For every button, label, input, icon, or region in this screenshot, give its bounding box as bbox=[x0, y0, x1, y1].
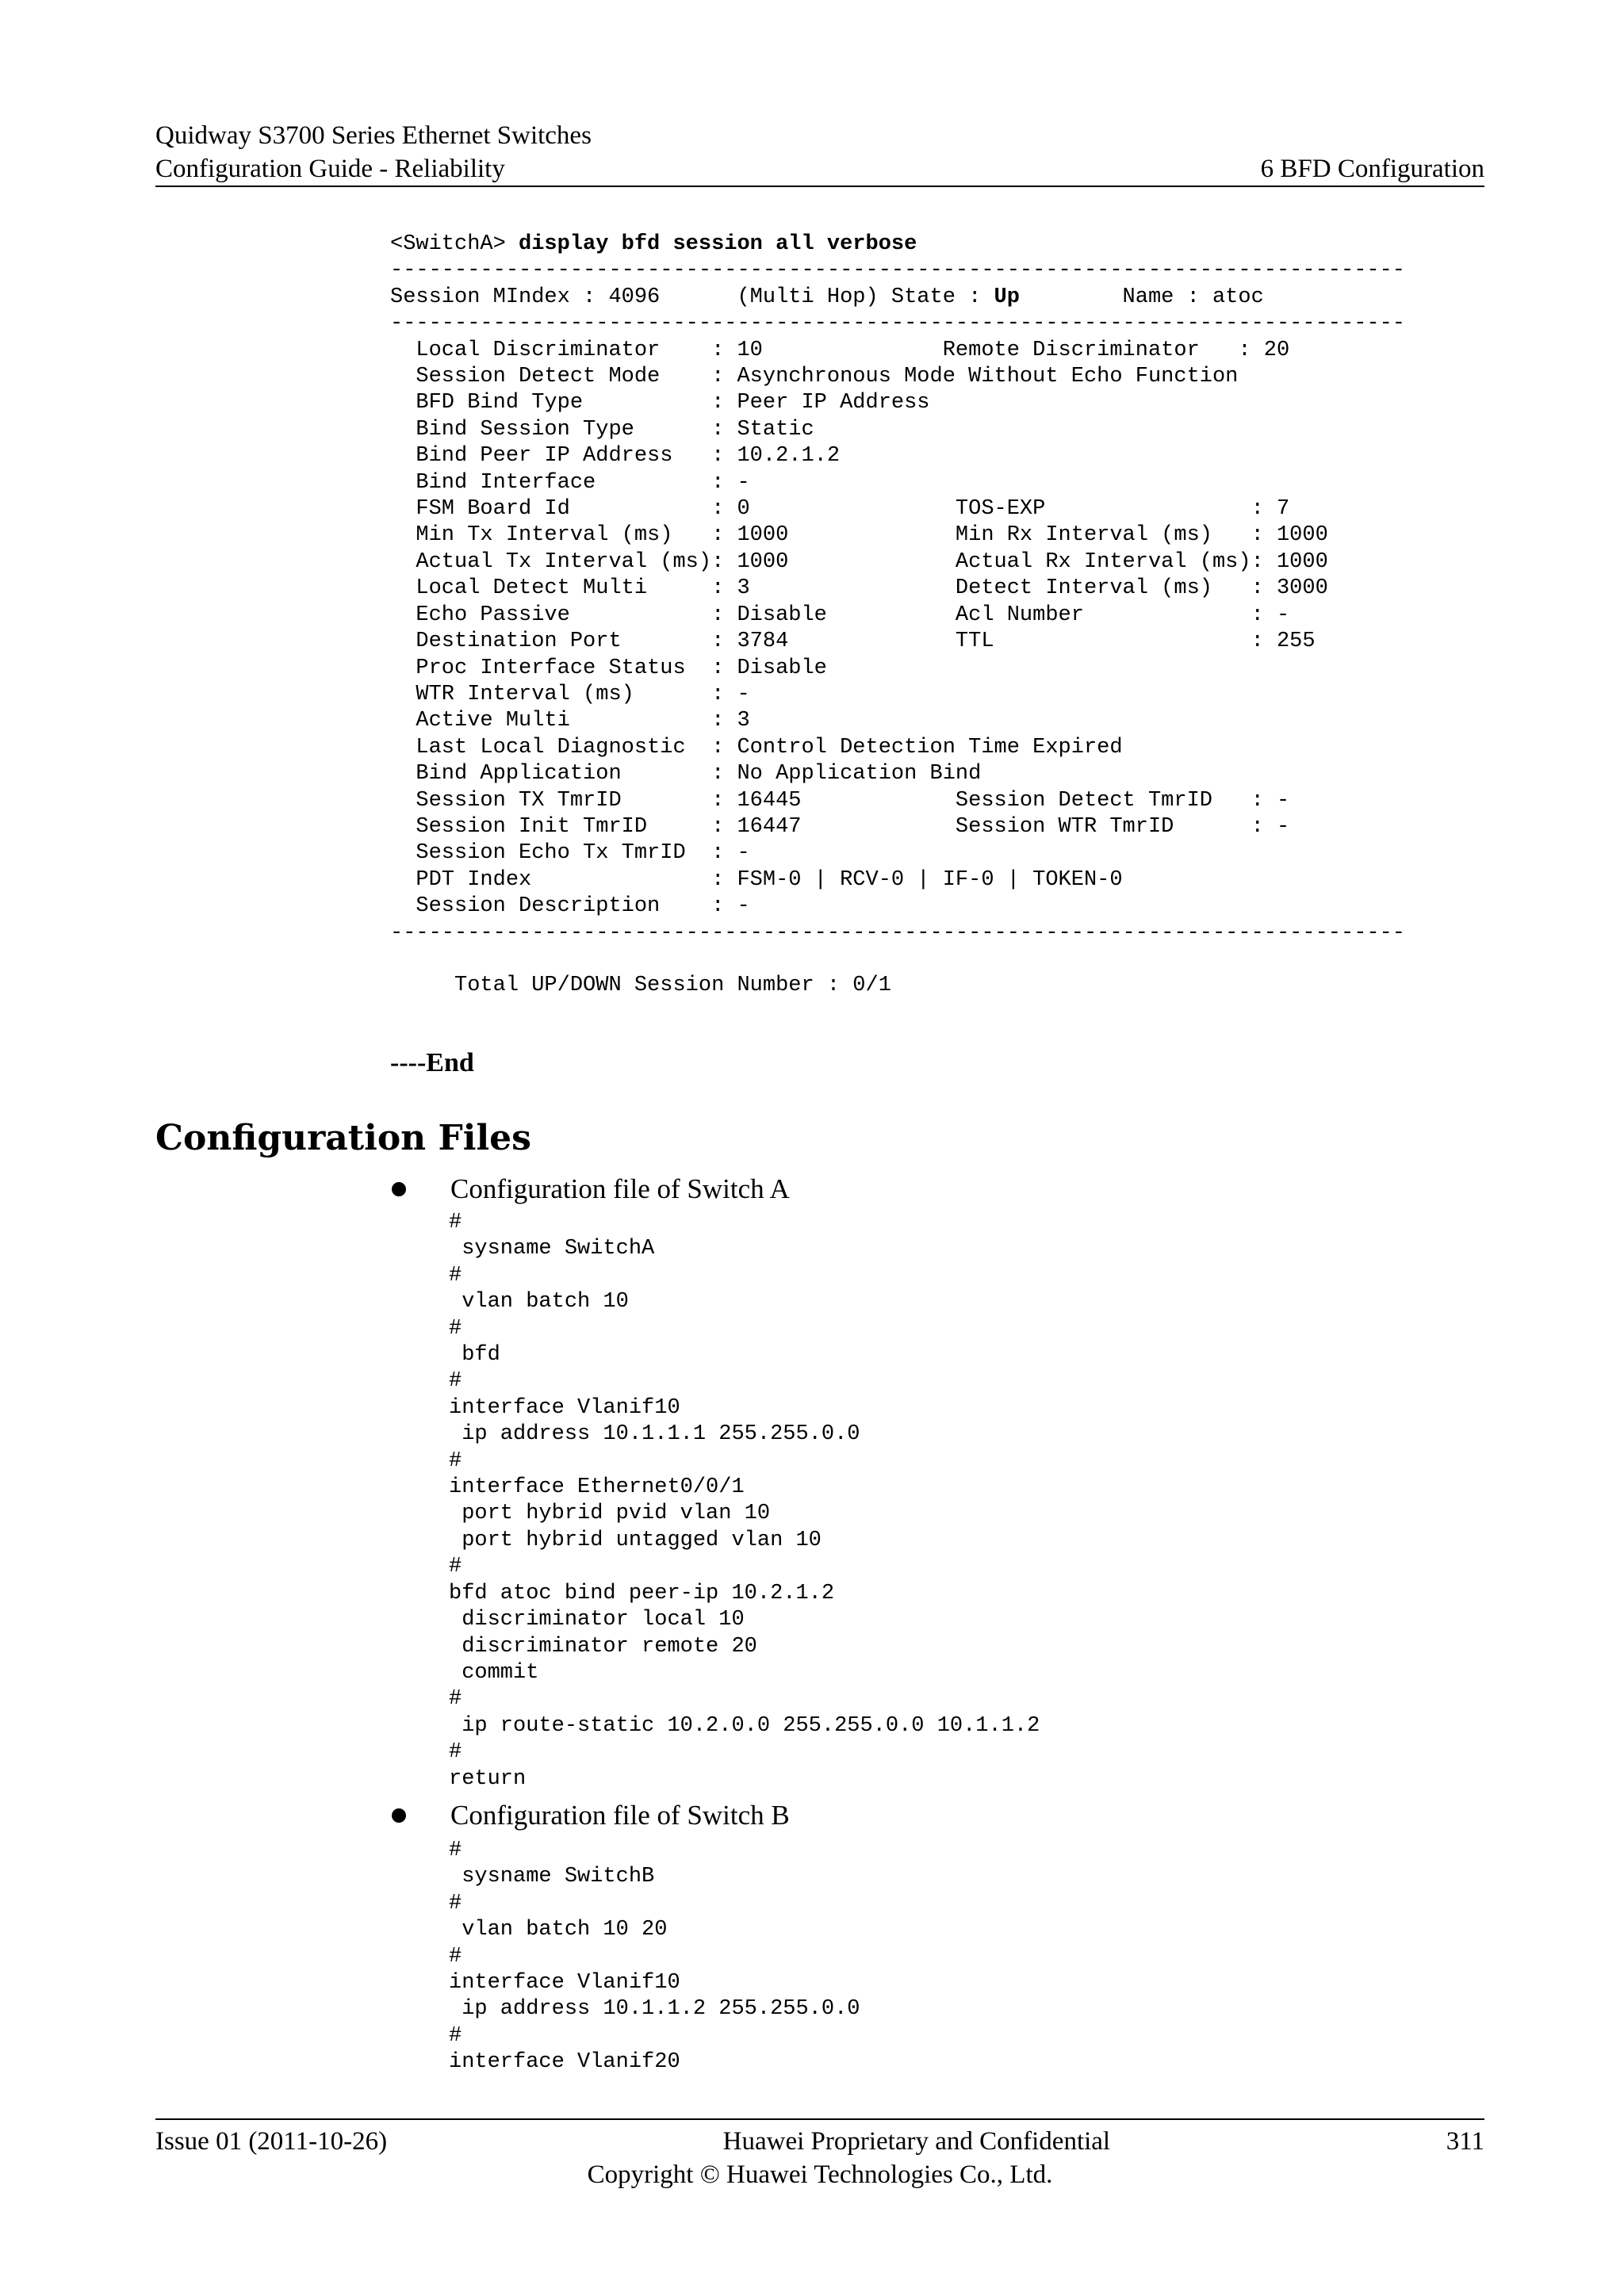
product-name: Quidway S3700 Series Ethernet Switches bbox=[155, 121, 592, 150]
page-number: 311 bbox=[1446, 2127, 1484, 2156]
session-details: Local Discriminator : 10 Remote Discriminator : 20 Session Detect Mode : Asynchronous Mode Without Echo Function BFD Bind Type : Peer IP Address Bind Session Type : Static Bind Peer IP Address : 10.2.1.2 Bind Interface : - FSM Board Id : 0 TOS-EXP : 7 Min Tx Interval (ms) : 1000 Min Rx Interval (ms) : 1000 Actual Tx Interval (ms): 1000 Actual Rx Interval (ms): 1000 Local Detect Multi : 3 Detect Interval (ms) : 3000 Echo Passive : Disable Acl Number : - Destination Port : 3784 TTL : 255 Proc Interface Status : Disable WTR Interval (ms) : - Active Multi : 3 Last Local Diagnostic : Control Detection Time Expired Bind Application : No Application Bind Session TX TmrID : 16445 Session Detect TmrID : - Session Init TmrID : 16447 Session WTR TmrID : - Session Echo Tx TmrID : - PDT Index : FSM-0 | RCV-0 | IF-0 | TOKEN-0 Session Description : - bbox=[416, 338, 1328, 919]
chapter-title: 6 BFD Configuration bbox=[1260, 155, 1484, 183]
header-rule bbox=[155, 186, 1484, 187]
confidential-notice: Huawei Proprietary and Confidential bbox=[722, 2127, 1111, 2156]
config-a-text: # sysname SwitchA # vlan batch 10 # bfd # interface Vlanif10 ip address 10.1.1.1 255.255.0.0 # interface Ethernet0/0/1 port hybrid pvid vlan 10 port hybrid untagged vlan 10 # bfd atoc bind peer-ip 10.2.1.2 discriminator local 10 discriminator remote 20 commit # ip route-static 10.2.0.0 255.255.0.0 10.1.1.2 # return bbox=[449, 1211, 1040, 1791]
section-title: Configuration Files bbox=[155, 1118, 531, 1158]
config-b-item bbox=[390, 1800, 790, 1831]
bullet-icon bbox=[392, 1182, 406, 1196]
session-summary-line: Session MIndex : 4096 (Multi Hop) State : Up Name : atoc bbox=[390, 285, 1264, 309]
session-state: Up bbox=[994, 285, 1020, 309]
config-a-label: Configuration file of Switch A bbox=[450, 1173, 790, 1204]
guide-title: Configuration Guide - Reliability bbox=[155, 155, 505, 183]
separator-mid: ------------------------------------------------------------------------------- bbox=[390, 312, 1406, 336]
bullet-icon bbox=[392, 1808, 406, 1823]
separator-bottom: ------------------------------------------------------------------------------- bbox=[390, 920, 1406, 945]
end-marker: ----End bbox=[390, 1048, 474, 1077]
session-total: Total UP/DOWN Session Number : 0/1 bbox=[390, 974, 891, 998]
page-header bbox=[155, 119, 1484, 186]
blank-line bbox=[390, 947, 1405, 973]
config-a-item bbox=[390, 1173, 790, 1205]
command-text: display bfd session all verbose bbox=[519, 232, 917, 256]
footer-rule bbox=[155, 2118, 1484, 2120]
config-b-label: Configuration file of Switch B bbox=[450, 1800, 790, 1831]
issue-date: Issue 01 (2011-10-26) bbox=[155, 2127, 388, 2156]
command-line bbox=[390, 232, 1405, 258]
page-footer bbox=[155, 2125, 1484, 2191]
command-output bbox=[390, 232, 1405, 1000]
command-prompt: <SwitchA> bbox=[390, 232, 519, 256]
copyright-notice: Copyright © Huawei Technologies Co., Ltd. bbox=[587, 2160, 1053, 2189]
config-b-text: # sysname SwitchB # vlan batch 10 20 # interface Vlanif10 ip address 10.1.1.2 255.255.0.0 # interface Vlanif20 bbox=[449, 1839, 860, 2075]
separator-top: ------------------------------------------------------------------------------- bbox=[390, 258, 1406, 283]
